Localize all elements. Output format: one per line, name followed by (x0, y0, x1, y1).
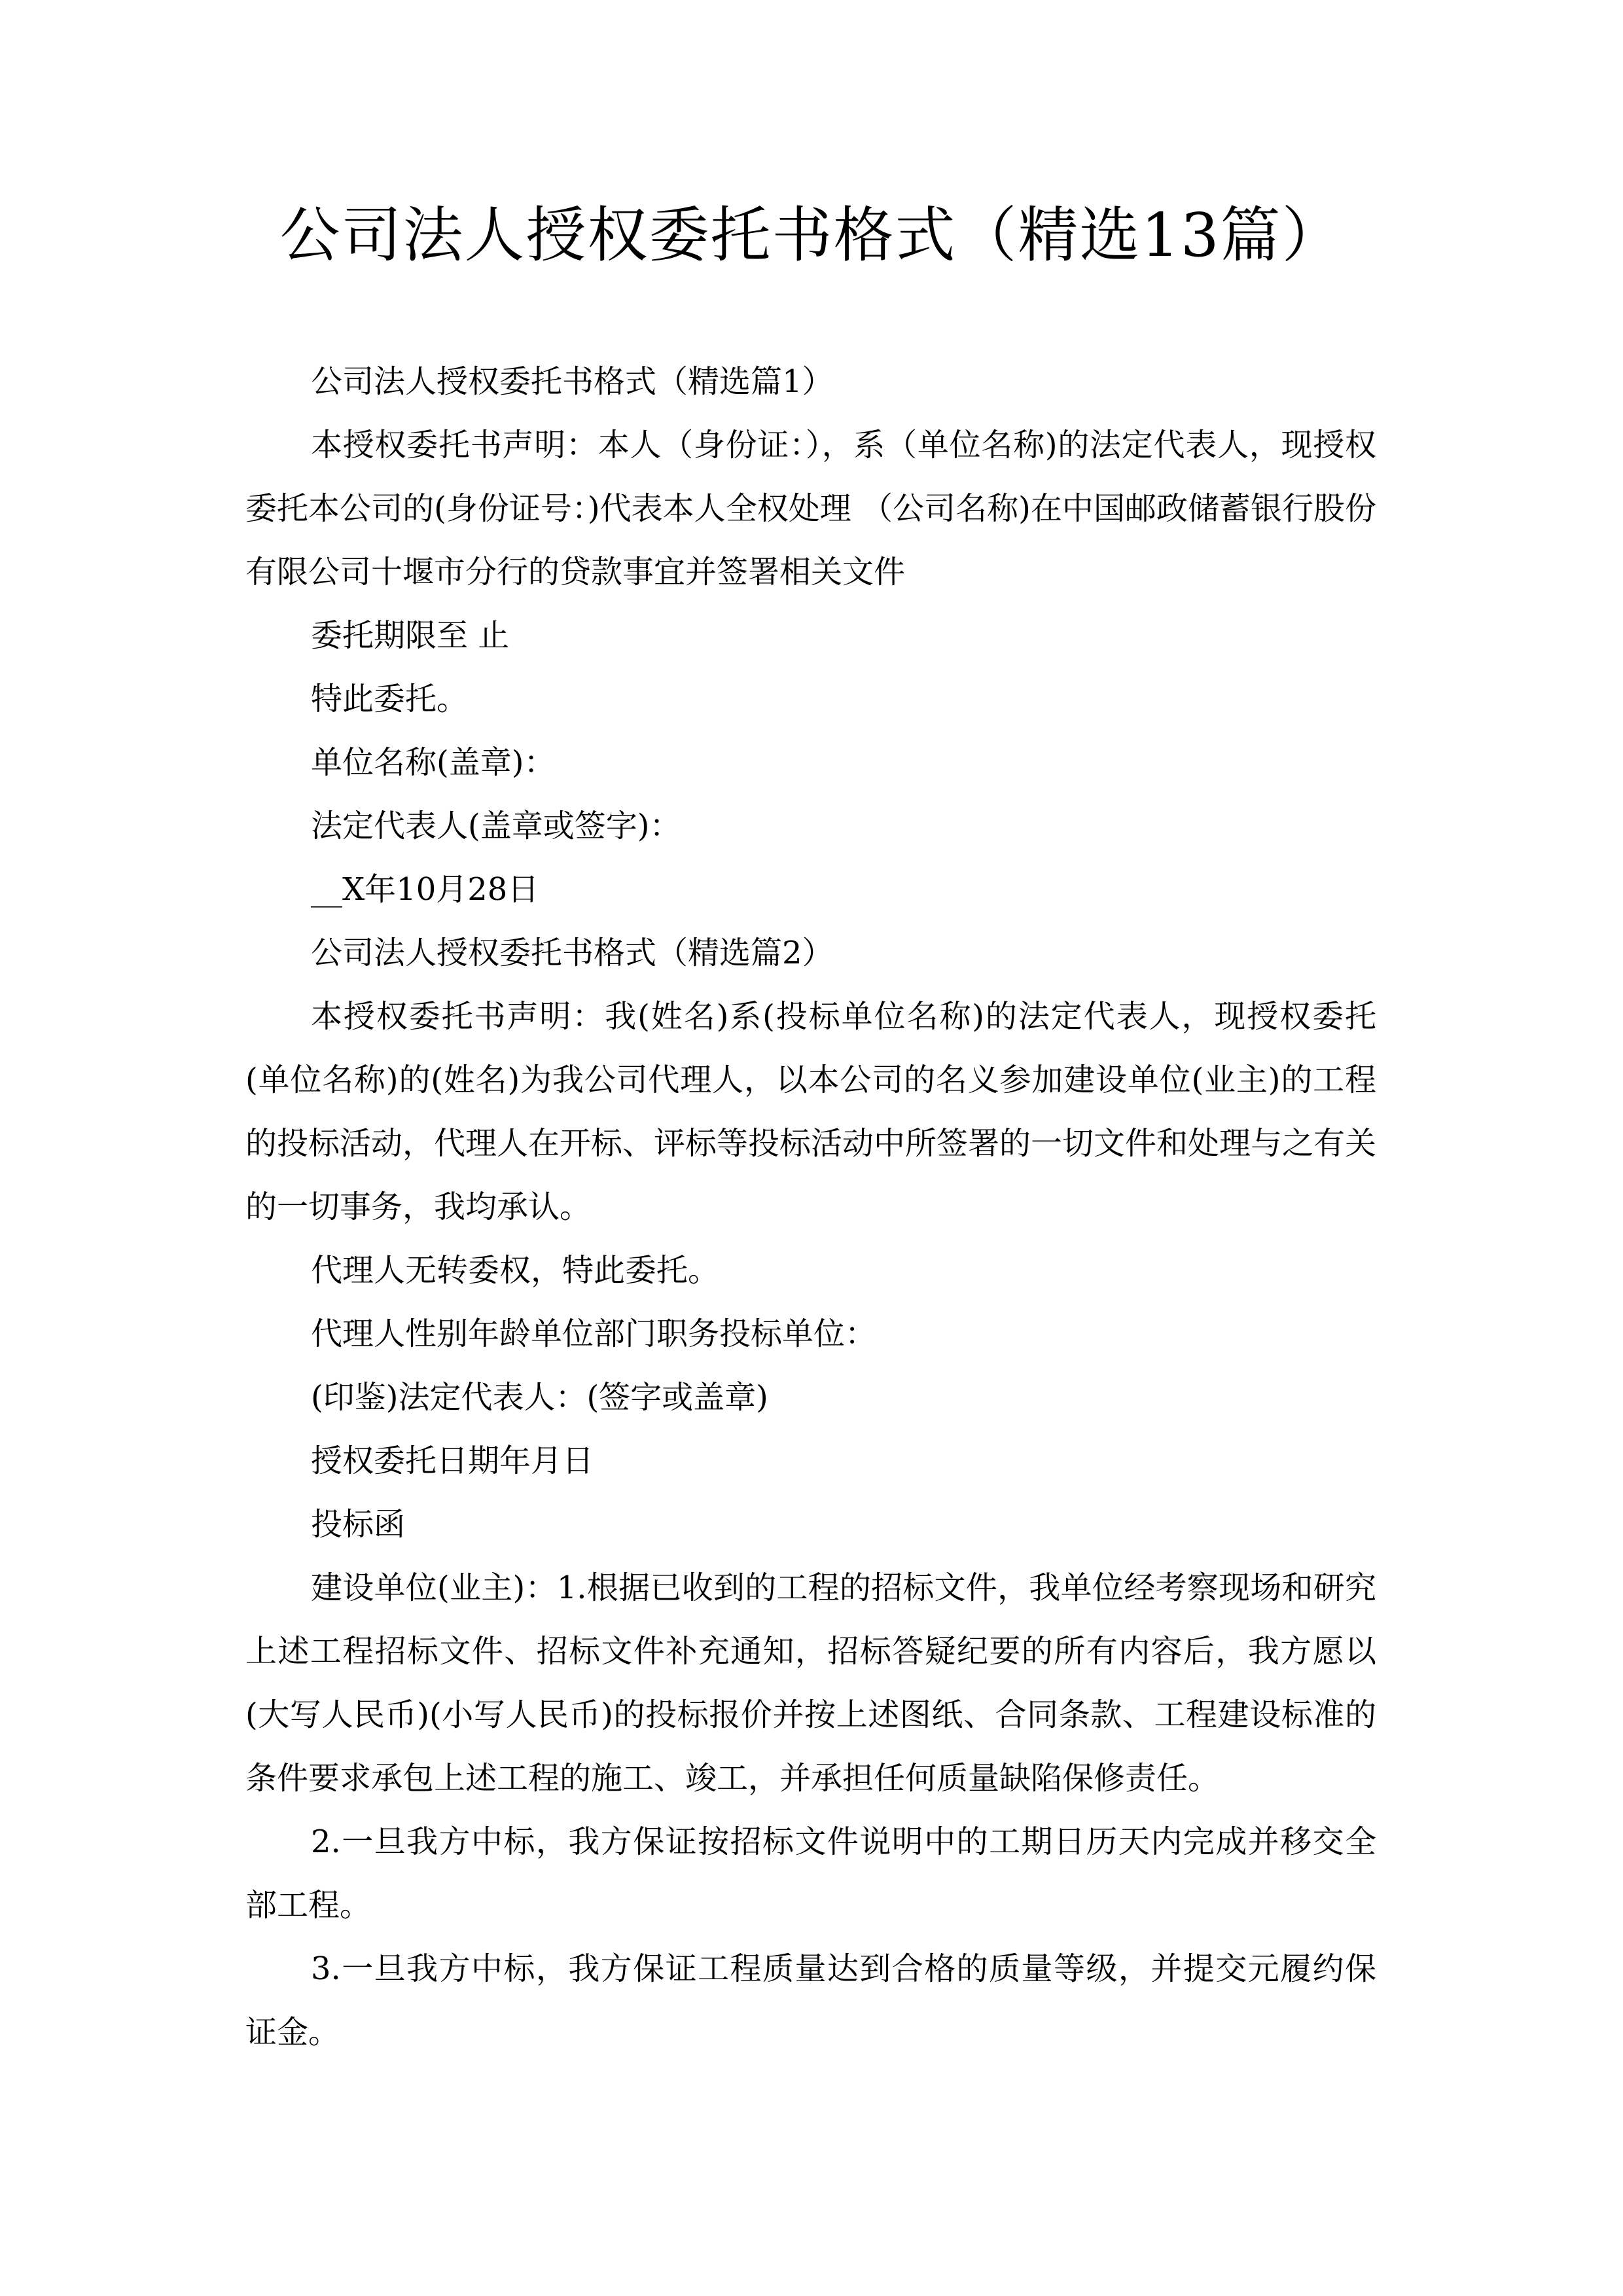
paragraph: 授权委托日期年月日 (311, 1443, 594, 1479)
paragraph: 3.一旦我方中标，我方保证工程质量达到合格的质量等级，并提交元履约保证金。 (245, 1950, 1376, 2051)
paragraph: 特此委托。 (311, 681, 469, 717)
paragraph-heading: 投标函 (311, 1506, 406, 1543)
paragraph: 委托期限至 止 (311, 617, 510, 654)
paragraph: 代理人性别年龄单位部门职务投标单位： (311, 1316, 877, 1352)
paragraph: 法定代表人(盖章或签字)： (311, 808, 681, 844)
paragraph: 本授权委托书声明：本人（身份证：），系（单位名称)的法定代表人，现授权委托本公司的(身份证号：)代表本人全权处理 （公司名称)在中国邮政储蓄银行股份有限公司十堰市分行的贷款事宜并签署相关文件 (245, 427, 1376, 590)
section-heading-1: 公司法人授权委托书格式（精选篇1） (311, 363, 834, 400)
section-heading-2: 公司法人授权委托书格式（精选篇2） (311, 935, 834, 971)
paragraph: 2.一旦我方中标，我方保证按招标文件说明中的工期日历天内完成并移交全部工程。 (245, 1823, 1376, 1924)
paragraph: 单位名称(盖章)： (311, 744, 556, 781)
paragraph: 建设单位(业主)：1.根据已收到的工程的招标文件，我单位经考察现场和研究上述工程招标文件、招标文件补充通知，招标答疑纪要的所有内容后，我方愿以(大写人民币)(小写人民币)的投标报价并按上述图纸、合同条款、工程建设标准的条件要求承包上述工程的施工、竣工，并承担任何质量缺陷保修责任。 (245, 1570, 1376, 1797)
paragraph: 代理人无转委权，特此委托。 (311, 1252, 720, 1289)
document-title: 公司法人授权委托书格式（精选13篇） (279, 200, 1344, 270)
paragraph-date: __X年10月28日 (311, 871, 539, 908)
document-body (245, 350, 1376, 2064)
paragraph: 本授权委托书声明：我(姓名)系(投标单位名称)的法定代表人，现授权委托(单位名称)的(姓名)为我公司代理人，以本公司的名义参加建设单位(业主)的工程的投标活动，代理人在开标、评标等投标活动中所签署的一切文件和处理与之有关的一切事务，我均承认。 (245, 998, 1377, 1225)
paragraph: (印鉴)法定代表人：(签字或盖章) (311, 1379, 768, 1416)
